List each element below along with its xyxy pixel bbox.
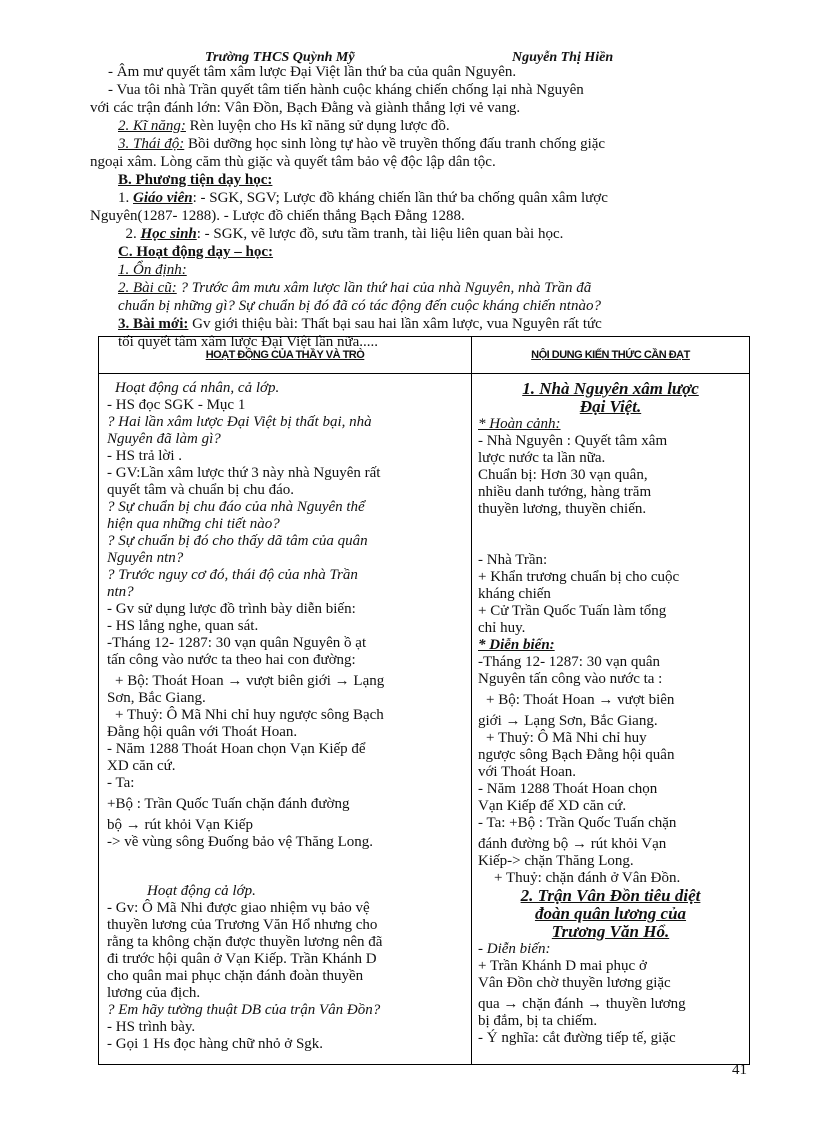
list-item: Chuẩn bị: Hơn 30 vạn quân, <box>478 467 648 483</box>
intro-line: ngoại xâm. Lòng căm thù giặc và quyết tâm bảo vệ độc lập dân tộc. <box>90 154 496 170</box>
header-school: Trường THCS Quỳnh Mỹ <box>205 50 355 65</box>
list-item: lương của địch. <box>107 985 201 1001</box>
list-item: ? Sự chuẩn bị đó cho thấy dã tâm của quân <box>107 533 368 549</box>
list-item: ? Hai lần xâm lược Đại Việt bị thất bại, nhà <box>107 414 372 430</box>
section-b-title: B. Phương tiện dạy học: <box>118 172 273 188</box>
list-item: thuyền lương, thuyền chiến. <box>478 501 647 517</box>
list-item: - Nhà Trần: <box>478 552 548 568</box>
skill-text: Rèn luyện cho Hs kĩ năng sử dụng lược đồ. <box>185 118 450 134</box>
list-item: + Thuỷ: chặn đánh ở Vân Đồn. <box>494 870 681 886</box>
list-item: - Gv: Ô Mã Nhi được giao nhiệm vụ bảo vệ <box>107 900 370 916</box>
list-item: Sơn, Bắc Giang. <box>107 690 206 706</box>
section-1-title: Đại Việt. <box>579 397 642 416</box>
list-item: -> về vùng sông Đuống bảo vệ Thăng Long. <box>107 834 374 850</box>
list-item: * Hoàn cảnh: <box>478 416 561 432</box>
list-item: hiện qua những chi tiết nào? <box>107 516 280 532</box>
list-item: đánh đường bộ → rút khỏi Vạn <box>478 836 667 852</box>
list-item: Đằng hội quân với Thoát Hoan. <box>107 724 298 740</box>
c2-text: ? Trước âm mưu xâm lược lần thứ hai của nhà Nguyên, nhà Trần đã <box>176 280 592 296</box>
intro-line: - Âm mư quyết tâm xâm lược Đại Việt lần thứ ba của quân Nguyên. <box>108 64 517 80</box>
list-item: ntn? <box>107 584 134 600</box>
c3-text: Gv giới thiệu bài: Thất bại sau hai lần xâm lược, vua Nguyên rất tức <box>188 316 602 332</box>
list-item: rằng ta không chặn được thuyền lương nên đã <box>107 934 383 950</box>
list-item: Hoạt động cá nhân, cả lớp. <box>115 380 280 396</box>
col-header-activities: HOẠT ĐỘNG CỦA THẦY VÀ TRÒ <box>99 337 472 374</box>
skill-line <box>90 117 750 135</box>
list-item: Nguyên đã làm gì? <box>107 431 221 447</box>
b2-label: Học sinh <box>140 226 197 242</box>
list-item: giới → Lạng Sơn, Bắc Giang. <box>478 713 658 729</box>
list-item: +Bộ : Trần Quốc Tuấn chặn đánh đường <box>107 796 350 812</box>
list-item: ? Sự chuẩn bị chu đáo của nhà Nguyên thể <box>107 499 365 515</box>
list-item: - HS đọc SGK - Mục 1 <box>107 397 246 413</box>
page-number: 41 <box>732 1062 747 1078</box>
list-item: + Bộ: Thoát Hoan → vượt biên giới → Lạng <box>115 673 385 689</box>
list-item: - Ta: <box>107 775 135 791</box>
list-item: - HS trả lời . <box>107 448 183 464</box>
intro-line: chuẩn bị những gì? Sự chuẩn bị đó đã có tác động đến cuộc kháng chiến ntnào? <box>118 298 601 314</box>
list-item: bị đắm, bị ta chiếm. <box>478 1013 598 1029</box>
section-2-title: 2. Trận Vân Đồn tiêu diệt <box>520 886 701 905</box>
list-item: - Năm 1288 Thoát Hoan chọn <box>478 781 658 797</box>
attitude-line <box>90 135 750 153</box>
c2-label: 2. Bài cũ: <box>118 280 177 296</box>
list-item: Nguyên tấn công vào nước ta : <box>478 671 663 687</box>
content-cell <box>472 374 750 1065</box>
list-item: - Ta: +Bộ : Trần Quốc Tuấn chặn <box>478 815 677 831</box>
list-item: XD căn cứ. <box>107 758 176 774</box>
list-item: Vân Đồn chờ thuyền lương giặc <box>478 975 671 991</box>
list-item: + Cử Trần Quốc Tuấn làm tổng <box>478 603 667 619</box>
activities-cell <box>99 374 472 1065</box>
lesson-table <box>98 336 750 1065</box>
intro-line: - Vua tôi nhà Trần quyết tâm tiến hành cuộc kháng chiến chống lại nhà Nguyên <box>108 82 584 98</box>
list-item: ? Em hãy tường thuật DB của trận Vân Đồn? <box>107 1002 381 1018</box>
list-item: thuyền lương của Trương Văn Hổ nhưng cho <box>107 917 378 933</box>
intro-line: Nguyên(1287- 1288). - Lược đồ chiến thắng Bạch Đằng 1288. <box>90 208 465 224</box>
list-item: kháng chiến <box>478 586 551 602</box>
list-item: - Nhà Nguyên : Quyết tâm xâm <box>478 433 668 449</box>
list-item: - Ý nghĩa: cắt đường tiếp tế, giặc <box>478 1030 676 1046</box>
list-item: - HS lắng nghe, quan sát. <box>107 618 259 634</box>
list-item: - Gọi 1 Hs đọc hàng chữ nhỏ ở Sgk. <box>107 1036 324 1052</box>
list-item: * Diễn biến: <box>478 637 555 653</box>
intro-section <box>90 63 750 351</box>
list-item: - GV:Lần xâm lược thứ 3 này nhà Nguyên rất <box>107 465 381 481</box>
list-item: -Tháng 12- 1287: 30 vạn quân <box>478 654 661 670</box>
list-item: - Năm 1288 Thoát Hoan chọn Vạn Kiếp để <box>107 741 366 757</box>
intro-line: tối quyết tâm xâm lược Đại Việt lần nữa..... <box>118 334 379 350</box>
table-body-row <box>99 374 750 1065</box>
b2-text: : - SGK, vẽ lược đồ, sưu tầm tranh, tài liệu liên quan bài học. <box>196 226 564 242</box>
list-item: + Thuỷ: Ô Mã Nhi chỉ huy <box>486 730 647 746</box>
b1-line: 1. Giáo viên: - SGK, SGV; Lược đồ kháng chiến lần thứ ba chống quân xâm lược <box>118 190 608 206</box>
intro-line: với các trận đánh lớn: Vân Đồn, Bạch Đằng và giành thắng lợi vẻ vang. <box>90 100 521 116</box>
col-header-content: NỘI DUNG KIẾN THỨC CẦN ĐẠT <box>472 337 750 374</box>
list-item: quyết tâm và chuẩn bị chu đáo. <box>107 482 295 498</box>
list-item: + Khẩn trương chuẩn bị cho cuộc <box>478 569 680 585</box>
list-item: - HS trình bày. <box>107 1019 196 1035</box>
b1-text: : - SGK, SGV; Lược đồ kháng chiến lần thứ ba chống quân xâm lược <box>192 190 608 206</box>
c3-label: 3. Bài mới: <box>118 316 189 332</box>
list-item: cho quân mai phục chặn đánh đoàn thuyền <box>107 968 364 984</box>
list-item: Kiếp-> chặn Thăng Long. <box>478 853 634 869</box>
b1-label: Giáo viên <box>133 190 193 206</box>
c2-line <box>90 279 750 297</box>
section-2-title: Trương Văn Hổ. <box>551 922 670 941</box>
list-item: nhiều danh tướng, hàng trăm <box>478 484 652 500</box>
list-item: + Trần Khánh D mai phục ở <box>478 958 647 974</box>
table-header-row <box>99 337 750 374</box>
c1-line: 1. Ổn định: <box>118 262 187 278</box>
list-item: tấn công vào nước ta theo hai con đường: <box>107 652 356 668</box>
list-item: với Thoát Hoan. <box>478 764 577 780</box>
list-item: lược nước ta lần nữa. <box>478 450 606 466</box>
list-item: bộ → rút khỏi Vạn Kiếp <box>107 817 253 833</box>
attitude-text: Bồi dưỡng học sinh lòng tự hào về truyền thống đấu tranh chống giặc <box>184 136 606 152</box>
header-teacher: Nguyễn Thị Hiền <box>512 50 614 65</box>
section-1-title: 1. Nhà Nguyên xâm lược <box>522 379 699 398</box>
list-item: -Tháng 12- 1287: 30 vạn quân Nguyên ồ ạt <box>107 635 367 651</box>
list-item: - Diễn biến: <box>478 941 551 957</box>
attitude-label: 3. Thái độ: <box>118 136 185 152</box>
section-2-title: đoàn quân lương của <box>534 904 687 923</box>
c3-line <box>90 315 750 333</box>
list-item: - Gv sử dụng lược đồ trình bày diễn biến: <box>107 601 356 617</box>
list-item: qua → chặn đánh → thuyền lương <box>478 996 686 1012</box>
list-item: đi trước hội quân ở Vạn Kiếp. Trần Khánh D <box>107 951 377 967</box>
skill-label: 2. Kĩ năng: <box>118 118 186 134</box>
list-item: Vạn Kiếp để XD căn cứ. <box>478 798 627 814</box>
section-c-title: C. Hoạt động dạy – học: <box>118 244 274 260</box>
list-item: chỉ huy. <box>478 620 526 636</box>
list-item: Hoạt động cả lớp. <box>147 883 256 899</box>
b2-line: 2. Học sinh: - SGK, vẽ lược đồ, sưu tầm tranh, tài liệu liên quan bài học. <box>118 226 564 242</box>
list-item: + Bộ: Thoát Hoan → vượt biên <box>486 692 675 708</box>
list-item: Nguyên ntn? <box>107 550 184 566</box>
list-item: + Thuỷ: Ô Mã Nhi chỉ huy ngược sông Bạch <box>115 707 384 723</box>
list-item: ? Trước nguy cơ đó, thái độ của nhà Trần <box>107 567 358 583</box>
list-item: ngược sông Bạch Đằng hội quân <box>478 747 675 763</box>
